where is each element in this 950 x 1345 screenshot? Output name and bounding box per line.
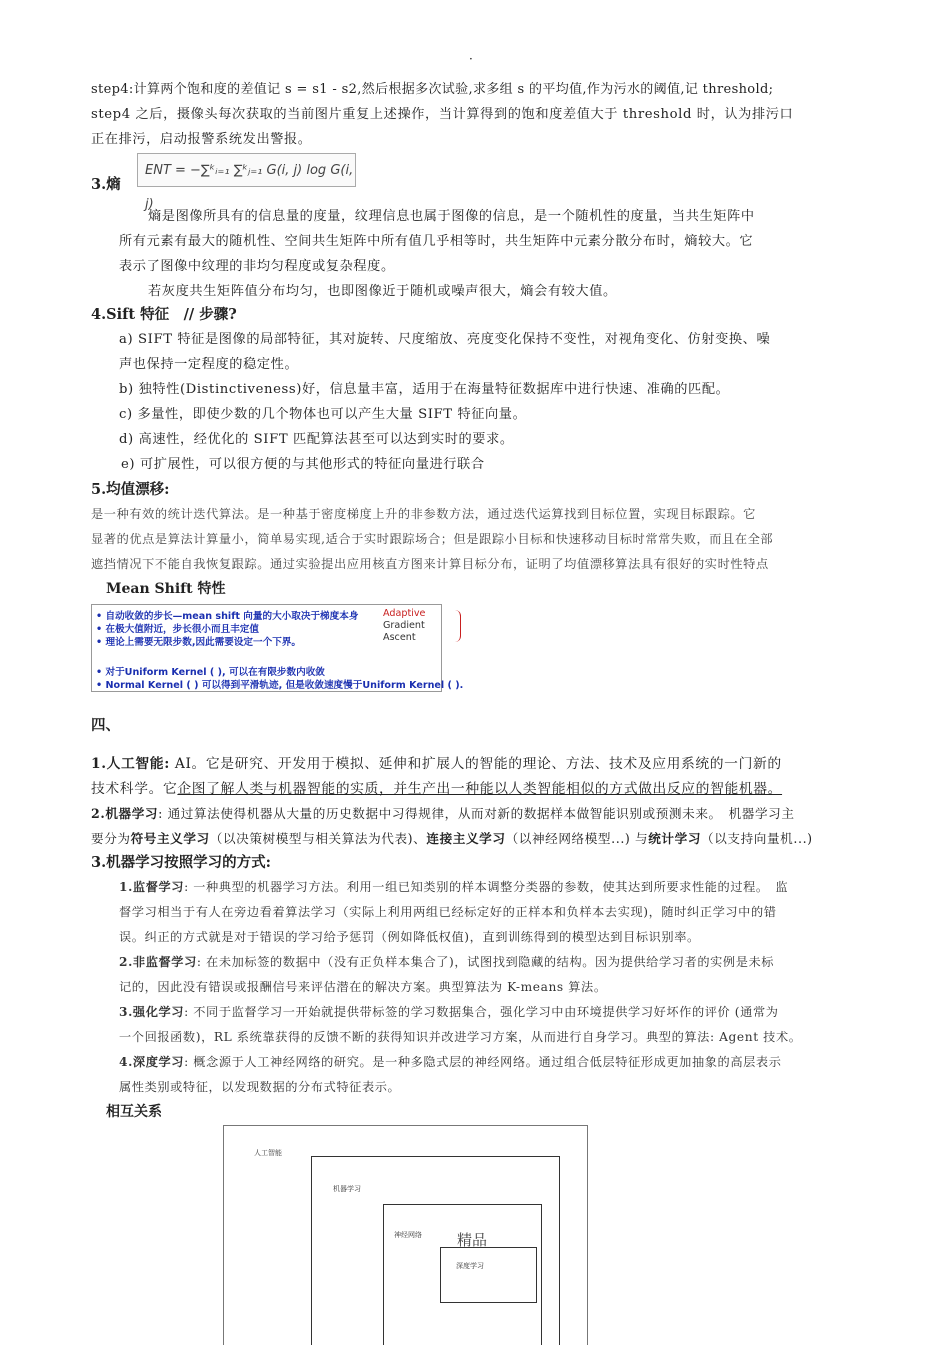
meanshift-properties-figure <box>91 604 464 692</box>
sup-label: 1.监督学习 <box>119 880 185 894</box>
meanshift-heading: 5.均值漂移: <box>91 481 170 498</box>
ai-line1 <box>91 752 782 772</box>
rl-line1 <box>119 1003 779 1020</box>
ml-term-connectionist: 连接主义学习 <box>426 831 506 846</box>
ml-text-line2b: （以决策树模型与相关算法为代表)、 <box>209 831 427 846</box>
ai-text-line2a: 技术科学。它 <box>91 781 178 797</box>
diagram-ml-label: 机器学习 <box>333 1185 361 1193</box>
unsup-text-line1: : 在未加标签的数据中（没有正负样本集合了)，试图找到隐藏的结构。因为提供给学习者的实例是未标 <box>196 955 775 969</box>
entropy-para1-line1: 熵是图像所具有的信息量的度量，纹理信息也属于图像的信息，是一个随机性的度量，当共生矩阵中 <box>148 209 755 224</box>
unsup-line1 <box>119 953 774 970</box>
meanshift-line2: 显著的优点是算法计算量小，简单易实现,适合于实时跟踪场合；但是跟踪小目标和快速移动目标时常常失败，而且在全部 <box>91 532 774 546</box>
sift-item-a-line1: a) SIFT 特征是图像的局部特征，其对旋转、尺度缩放、亮度变化保持不变性，对视角变化、仿射变换、噪 <box>119 332 771 347</box>
diagram-nn-label: 神经网络 <box>394 1231 422 1239</box>
entropy-formula: ENT = −∑ᵏᵢ₌₁ ∑ᵏⱼ₌₁ G(i, j) log G(i, j) <box>137 153 356 187</box>
dl-line1 <box>119 1053 781 1070</box>
diagram-dl-box <box>440 1247 537 1303</box>
ml-term-statistical: 统计学习 <box>648 831 702 846</box>
sift-item-c: c) 多量性，即使少数的几个物体也可以产生大量 SIFT 特征向量。 <box>119 407 527 422</box>
sift-item-d: d) 高速性，经优化的 SIFT 匹配算法甚至可以达到实时的要求。 <box>119 432 514 447</box>
entropy-para2: 若灰度共生矩阵值分布均匀，也即图像近于随机或噪声很大，熵会有较大值。 <box>148 284 617 299</box>
meanshift-box-ascent: Ascent <box>383 632 416 643</box>
sup-line2: 督学习相当于有人在旁边看着算法学习（实际上利用两组已经标定好的正样本和负样本去实现)，随时纠正学习中的错 <box>119 905 777 919</box>
rl-text-line1: : 不同于监督学习一开始就提供带标签的学习数据集合，强化学习中由环境提供学习好坏作的评价 (通常为 <box>184 1005 779 1019</box>
sup-text-line1: : 一种典型的机器学习方法。利用一组已知类别的样本调整分类器的参数，使其达到所要求性能的过程。 监 <box>184 880 789 894</box>
sift-item-b: b) 独特性(Distinctiveness)好，信息量丰富，适用于在海量特征数据库中进行快速、准确的匹配。 <box>119 382 730 397</box>
meanshift-subheading: Mean Shift 特性 <box>106 581 226 597</box>
meanshift-box-line3: • 理论上需要无限步数,因此需要设定一个下界。 <box>96 637 301 648</box>
sift-item-a-line2: 声也保持一定程度的稳定性。 <box>119 357 299 372</box>
diagram-dl-label: 深度学习 <box>456 1262 484 1270</box>
sup-line3: 误。纠正的方式就是对于错误的学习给予惩罚（例如降低权值)，直到训练得到的模型达到目标识别率。 <box>119 930 700 944</box>
entropy-para1-line3: 表示了图像中纹理的非均匀程度或复杂程度。 <box>119 259 395 274</box>
ml-line1 <box>91 803 795 822</box>
entropy-para1-line2: 所有元素有最大的随机性、空间共生矩阵中所有值几乎相等时，共生矩阵中元素分散分布时，熵较大。它 <box>119 234 754 249</box>
meanshift-line3: 遮挡情况下不能自我恢复跟踪。通过实验提出应用核直方图来计算目标分布，证明了均值漂移算法具有很好的实时性特点 <box>91 557 769 571</box>
diagram-ai-label: 人工智能 <box>254 1149 282 1157</box>
sift-item-e: e) 可扩展性，可以很方便的与其他形式的特征向量进行联合 <box>121 457 485 472</box>
meanshift-box-adaptive: Adaptive <box>383 608 426 619</box>
ml-text-line1: : 通过算法使得机器从大量的历史数据中习得规律，从而对新的数据样本做智能识别或预测未来。 机器学习主 <box>158 806 795 821</box>
ml-text-line2c: （以神经网络模型...) 与 <box>505 831 649 846</box>
step4-line3: 正在排污，启动报警系统发出警报。 <box>91 132 312 147</box>
top-mark: · <box>469 52 473 66</box>
ml-text-line2a: 要分为 <box>91 831 131 846</box>
meanshift-box-line4: • 对于Uniform Kernel ( ), 可以在有限步数内收敛 <box>96 667 325 678</box>
meanshift-box-line5: • Normal Kernel ( ) 可以得到平滑轨迹, 但是收敛速度慢于Uniform Kernel ( ). <box>96 680 464 691</box>
dl-line2: 属性类别或特征，以发现数据的分布式特征表示。 <box>119 1080 401 1094</box>
ai-text-line2b: 企图了解人类与机器智能的实质，并生产出一种能以人类智能相似的方式做出反应的智能机器。 <box>177 781 783 797</box>
ml-label: 2.机器学习 <box>91 806 159 821</box>
dl-label: 4.深度学习 <box>119 1055 185 1069</box>
meanshift-box-gradient: Gradient <box>383 620 425 631</box>
meanshift-brace <box>454 610 461 642</box>
ai-text-line1: AI。它是研究、开发用于模拟、延伸和扩展人的智能的理论、方法、技术及应用系统的一门新的 <box>169 756 782 772</box>
diagram-watermark: 精品 <box>457 1231 488 1249</box>
entropy-heading: 3.熵 <box>91 176 121 193</box>
ml-line2 <box>91 828 813 847</box>
meanshift-box-line1: • 自动收敛的步长—mean shift 向量的大小取决于梯度本身 <box>96 611 359 622</box>
rl-line2: 一个回报函数)，RL 系统靠获得的反馈不断的获得知识并改进学习方案，从而进行自身学习。典型的算法: Agent 技术。 <box>119 1030 802 1044</box>
unsup-label: 2.非监督学习 <box>119 955 197 969</box>
rl-label: 3.强化学习 <box>119 1005 185 1019</box>
step4-line2: step4 之后，摄像头每次获取的当前图片重复上述操作，当计算得到的饱和度差值大于 threshold 时，认为排污口 <box>91 107 794 122</box>
meanshift-line1: 是一种有效的统计迭代算法。是一种基于密度梯度上升的非参数方法，通过迭代运算找到目标位置，实现目标跟踪。它 <box>91 507 756 521</box>
step4-line1: step4:计算两个饱和度的差值记 s = s1 - s2,然后根据多次试验,求多组 s 的平均值,作为污水的阈值,记 threshold; <box>91 82 774 97</box>
sup-line1 <box>119 878 788 895</box>
relation-heading: 相互关系 <box>106 1104 162 1120</box>
ml-term-symbolic: 符号主义学习 <box>130 831 210 846</box>
ml-methods-heading: 3.机器学习按照学习的方式: <box>91 854 271 871</box>
meanshift-box-line2: • 在极大值附近，步长很小而且丰定值 <box>96 624 259 635</box>
unsup-line2: 记的，因此没有错误或报酬信号来评估潜在的解决方案。典型算法为 K-means 算法。 <box>119 980 607 994</box>
ml-text-line2d: （以支持向量机...) <box>701 831 813 846</box>
ai-line2 <box>91 777 782 797</box>
dl-text-line1: : 概念源于人工神经网络的研究。是一种多隐式层的神经网络。通过组合低层特征形成更加抽象的高层表示 <box>184 1055 782 1069</box>
sift-heading: 4.Sift 特征 // 步骤? <box>91 306 237 323</box>
ai-label: 1.人工智能: <box>91 756 170 772</box>
section4-heading: 四、 <box>91 717 120 734</box>
